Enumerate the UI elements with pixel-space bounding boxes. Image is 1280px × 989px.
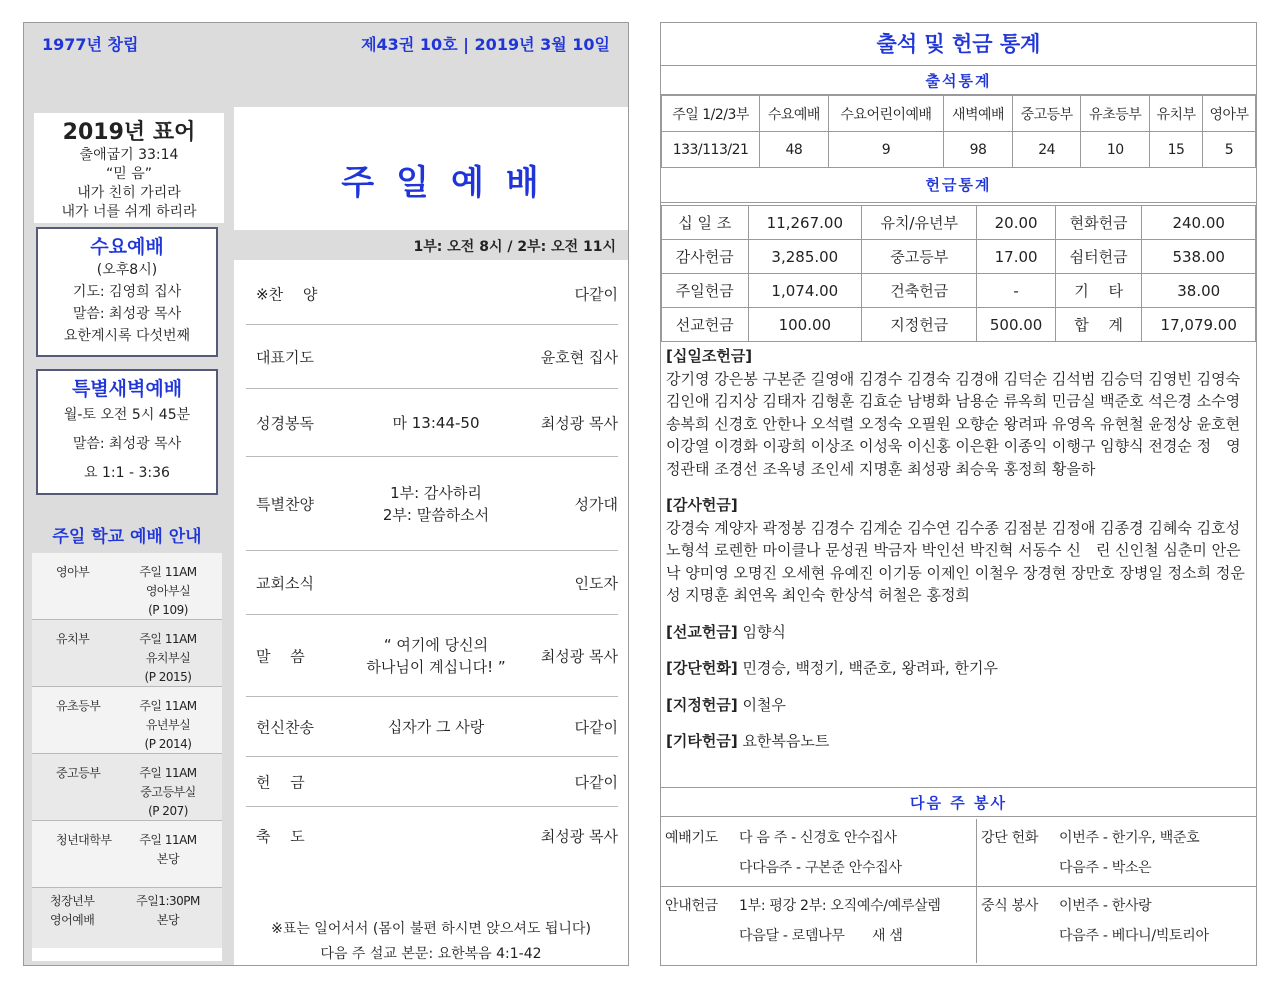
left-page bbox=[23, 22, 629, 966]
serve-line: 이번주 - 한사랑 bbox=[1059, 898, 1152, 914]
order-label: 성경봉독 bbox=[256, 414, 314, 432]
order-content bbox=[351, 634, 521, 678]
offering-label: 합 계 bbox=[1055, 308, 1142, 342]
wednesday-service-box bbox=[36, 227, 218, 357]
wednesday-sermon: 말씀: 최성광 목사 bbox=[72, 306, 182, 322]
dawn-title: 특별새벽예배 bbox=[71, 378, 183, 400]
sunday-school-list bbox=[32, 553, 222, 948]
serve-prayer bbox=[661, 819, 977, 887]
order-label: 축 도 bbox=[256, 827, 305, 846]
worship-section bbox=[234, 107, 628, 965]
school-time: 주일 11AM bbox=[139, 699, 197, 713]
donor-block-designated bbox=[666, 694, 1252, 717]
donor-names: 임향식 bbox=[737, 622, 786, 641]
school-time: 주일1:30PM bbox=[136, 894, 200, 908]
donor-heading: [지정헌금] bbox=[666, 695, 738, 714]
offering-amount: 20.00 bbox=[977, 206, 1056, 240]
school-place: 본당 bbox=[156, 913, 180, 927]
order-label: ※찬 양 bbox=[256, 285, 318, 303]
order-row bbox=[246, 615, 618, 697]
worship-times-bar bbox=[234, 230, 628, 260]
attendance-value: 5 bbox=[1202, 132, 1255, 168]
donor-heading: [강단헌화] bbox=[666, 659, 738, 677]
dawn-time: 월-토 오전 5시 45분 bbox=[63, 407, 191, 423]
motto-line-1: 내가 친히 가리라 bbox=[77, 185, 181, 201]
attendance-header: 유치부 bbox=[1150, 96, 1203, 132]
left-header bbox=[24, 23, 628, 107]
order-content: 십자가 그 사랑 bbox=[387, 717, 485, 736]
donor-block-flowers bbox=[666, 657, 1252, 680]
offering-label: 감사헌금 bbox=[662, 240, 749, 274]
offering-label: 유치/유년부 bbox=[862, 206, 977, 240]
school-info bbox=[128, 563, 208, 620]
school-time: 주일 11AM bbox=[139, 632, 197, 646]
serve-altar bbox=[977, 819, 1256, 887]
offering-amount: 100.00 bbox=[748, 308, 862, 342]
worship-footnote bbox=[234, 917, 628, 967]
serve-label: 안내헌금 bbox=[665, 898, 718, 914]
offering-amount: 1,074.00 bbox=[748, 274, 862, 308]
attendance-value: 10 bbox=[1081, 132, 1150, 168]
school-place: 유치부실 bbox=[145, 651, 191, 665]
attendance-header: 주일 1/2/3부 bbox=[662, 96, 760, 132]
school-info bbox=[128, 697, 208, 754]
attendance-value: 98 bbox=[944, 132, 1013, 168]
next-sermon-text: 다음 주 설교 본문: 요한복음 4:1-42 bbox=[320, 946, 542, 962]
next-service-grid bbox=[661, 819, 1256, 965]
order-content bbox=[351, 482, 521, 526]
school-row bbox=[32, 888, 222, 948]
attendance-header: 수요어린이예배 bbox=[828, 96, 944, 132]
order-row bbox=[246, 757, 618, 807]
attendance-value-row bbox=[662, 132, 1256, 168]
order-leader: 윤호현 집사 bbox=[540, 348, 618, 366]
serve-line: 이번주 - 한기우, 백준호 bbox=[1059, 830, 1200, 846]
serve-label: 예배기도 bbox=[665, 830, 718, 846]
offering-table bbox=[661, 205, 1256, 342]
serve-line: 1부: 평강 2부: 오직예수/예루살렘 bbox=[739, 898, 941, 914]
wednesday-time: (오후8시) bbox=[96, 262, 158, 278]
offering-label: 건축헌금 bbox=[862, 274, 977, 308]
issue-info: 제43권 10호 | 2019년 3월 10일 bbox=[361, 35, 610, 54]
wednesday-title: 수요예배 bbox=[90, 236, 164, 258]
donor-block-other bbox=[666, 730, 1252, 753]
next-service-title: 다음 주 봉사 bbox=[661, 787, 1256, 817]
offering-label: 선교헌금 bbox=[662, 308, 749, 342]
serve-line: 다음달 - 로뎀나무 새 샘 bbox=[739, 928, 903, 944]
order-label: 대표기도 bbox=[256, 348, 314, 366]
offering-label: 쉼터헌금 bbox=[1055, 240, 1142, 274]
serve-usher bbox=[661, 887, 977, 963]
attendance-value: 133/113/21 bbox=[662, 132, 760, 168]
stats-title: 출석 및 헌금 통계 bbox=[876, 32, 1041, 56]
order-leader: 성가대 bbox=[574, 495, 618, 513]
order-leader: 인도자 bbox=[574, 574, 618, 592]
order-content-line-1: 1부: 감사하리 bbox=[390, 483, 482, 502]
order-leader: 최성광 목사 bbox=[540, 414, 618, 432]
motto-theme: “믿 음” bbox=[105, 166, 152, 182]
school-row bbox=[32, 620, 222, 687]
offering-amount: 500.00 bbox=[977, 308, 1056, 342]
offering-label: 중고등부 bbox=[862, 240, 977, 274]
offering-amount: 17.00 bbox=[977, 240, 1056, 274]
attendance-header: 새벽예배 bbox=[944, 96, 1013, 132]
school-time: 주일 11AM bbox=[139, 565, 197, 579]
wednesday-prayer: 기도: 김영희 집사 bbox=[72, 284, 182, 300]
attendance-value: 15 bbox=[1150, 132, 1203, 168]
order-row bbox=[246, 325, 618, 389]
donor-names: 강경숙 계양자 곽정봉 김경수 김계순 김수연 김수종 김점분 김정애 김종경 김혜숙 김호성 노형석 로렌한 마이클나 문성권 박금자 박인선 박진혁 서동수 신 린 신인철 심춘미 안은낙 양미영 오명진 오세현 유예진 이기동 이제인 이철우 장경현 장만호 장병일 정소희 정운성 지명훈 최연옥 최인숙 한상석 허철은 홍정희 bbox=[666, 518, 1245, 604]
attendance-header: 중고등부 bbox=[1012, 96, 1081, 132]
order-label: 헌신찬송 bbox=[256, 718, 314, 736]
order-row bbox=[246, 389, 618, 457]
school-dept-line-2: 영어예배 bbox=[50, 913, 95, 927]
offering-label: 십 일 조 bbox=[662, 206, 749, 240]
school-dept bbox=[50, 892, 94, 930]
school-time: 주일 11AM bbox=[139, 766, 197, 780]
motto-title: 2019년 표어 bbox=[62, 120, 196, 145]
dawn-passage: 요 1:1 - 3:36 bbox=[84, 465, 170, 481]
attendance-value: 9 bbox=[828, 132, 944, 168]
donor-list bbox=[666, 345, 1252, 767]
school-row bbox=[32, 553, 222, 620]
donor-names: 요한복음노트 bbox=[737, 732, 830, 750]
school-room: (P 207) bbox=[148, 804, 188, 818]
left-column bbox=[24, 107, 234, 965]
offering-row bbox=[662, 206, 1256, 240]
order-content-line-1: “ 여기에 당신의 bbox=[383, 635, 489, 654]
attendance-header-row bbox=[662, 96, 1256, 132]
donor-block-thanks bbox=[666, 494, 1252, 607]
donor-block-mission bbox=[666, 621, 1252, 644]
serve-label: 강단 헌화 bbox=[981, 830, 1039, 846]
donor-names: 이철우 bbox=[737, 695, 786, 714]
dawn-sermon: 말씀: 최성광 목사 bbox=[72, 436, 182, 452]
donor-heading: [기타헌금] bbox=[666, 732, 738, 750]
school-place: 본당 bbox=[156, 852, 180, 866]
offering-amount: 17,079.00 bbox=[1142, 308, 1256, 342]
worship-title: 주일예배 bbox=[341, 163, 561, 203]
school-info bbox=[128, 892, 208, 930]
attendance-title: 출석통계 bbox=[661, 65, 1256, 95]
order-row bbox=[246, 263, 618, 325]
school-info bbox=[128, 630, 208, 687]
offering-row bbox=[662, 274, 1256, 308]
offering-row bbox=[662, 308, 1256, 342]
attendance-value: 48 bbox=[760, 132, 829, 168]
offering-amount: 38.00 bbox=[1142, 274, 1256, 308]
order-content-line-2: 하나님이 계십니다! ” bbox=[366, 657, 506, 676]
order-row bbox=[246, 551, 618, 615]
right-page bbox=[660, 22, 1257, 966]
motto-box bbox=[34, 113, 224, 223]
school-dept: 유치부 bbox=[56, 632, 90, 646]
serve-line: 다 음 주 - 신경호 안수집사 bbox=[739, 830, 897, 846]
order-leader: 최성광 목사 bbox=[540, 647, 618, 665]
founded-text: 1977년 창립 bbox=[42, 35, 139, 54]
serve-line: 다다음주 - 구본준 안수집사 bbox=[739, 860, 902, 876]
donor-block-tithe bbox=[666, 345, 1252, 480]
school-time: 주일 11AM bbox=[139, 833, 197, 847]
motto-verse: 출애굽기 33:14 bbox=[79, 147, 179, 163]
school-row bbox=[32, 754, 222, 821]
school-dept: 영아부 bbox=[56, 565, 90, 579]
school-place: 유년부실 bbox=[145, 718, 191, 732]
standing-note: ※표는 일어서서 (몸이 불편 하시면 앉으셔도 됩니다) bbox=[271, 921, 591, 937]
school-dept: 청년대학부 bbox=[56, 833, 112, 847]
offering-label: 현화헌금 bbox=[1055, 206, 1142, 240]
attendance-header: 수요예배 bbox=[760, 96, 829, 132]
offering-label: 기 타 bbox=[1055, 274, 1142, 308]
order-leader: 최성광 목사 bbox=[540, 827, 618, 846]
donor-heading: [감사헌금] bbox=[666, 496, 738, 514]
school-info bbox=[128, 764, 208, 821]
attendance-header: 영아부 bbox=[1202, 96, 1255, 132]
order-content-line-2: 2부: 말씀하소서 bbox=[382, 505, 490, 524]
offering-row bbox=[662, 240, 1256, 274]
wednesday-series: 요한계시록 다섯번째 bbox=[63, 328, 191, 344]
motto-line-2: 내가 너를 쉬게 하리라 bbox=[61, 204, 197, 220]
school-dept: 유초등부 bbox=[56, 699, 101, 713]
offering-amount: 3,285.00 bbox=[748, 240, 862, 274]
order-label: 특별찬양 bbox=[256, 495, 314, 513]
donor-names: 강기영 강은봉 구본준 길영애 김경수 김경숙 김경애 김덕순 김석범 김승덕 김영빈 김영숙 김인애 김지상 김태자 김형훈 김효순 남병화 남용순 류옥희 민금실 백준호 석은경 소수영 송복희 신경호 안한나 오석렬 오정숙 오필원 오향순 왕려파 유영옥 유현철 윤정상 윤호현 이강열 이경화 이광희 이상조 이성욱 이신홍 이은환 이종익 이행구 임향식 전경순 정 영 정관태 조경선 조옥녕 조인세 지명훈 최성광 최승욱 홍정희 황을하 bbox=[666, 369, 1241, 478]
school-room: (P 109) bbox=[148, 603, 188, 617]
attendance-table bbox=[661, 95, 1256, 168]
offering-title: 헌금통계 bbox=[661, 167, 1256, 203]
school-row bbox=[32, 821, 222, 888]
donor-names: 민경승, 백정기, 백준호, 왕려파, 한기우 bbox=[737, 659, 998, 677]
order-label: 헌 금 bbox=[256, 773, 305, 791]
sunday-school-box bbox=[32, 521, 222, 961]
school-place: 영아부실 bbox=[145, 584, 191, 598]
worship-order bbox=[246, 263, 618, 865]
donor-heading: [선교헌금] bbox=[666, 622, 738, 641]
offering-label: 주일헌금 bbox=[662, 274, 749, 308]
order-row bbox=[246, 807, 618, 865]
order-content: 마 13:44-50 bbox=[392, 413, 480, 432]
school-dept-line-1: 청장년부 bbox=[50, 894, 95, 908]
school-room: (P 2015) bbox=[144, 670, 192, 684]
order-label: 말 씀 bbox=[256, 647, 305, 665]
order-row bbox=[246, 697, 618, 757]
order-leader: 다같이 bbox=[574, 285, 618, 303]
dawn-service-box bbox=[36, 369, 218, 495]
serve-line: 다음주 - 박소은 bbox=[1059, 860, 1152, 876]
serve-line: 다음주 - 베다니/빅토리아 bbox=[1059, 928, 1209, 944]
school-info bbox=[128, 831, 208, 869]
serve-label: 중식 봉사 bbox=[981, 898, 1039, 914]
offering-amount: 11,267.00 bbox=[748, 206, 862, 240]
attendance-header: 유초등부 bbox=[1081, 96, 1150, 132]
serve-meal bbox=[977, 887, 1256, 963]
attendance-value: 24 bbox=[1012, 132, 1081, 168]
school-dept: 중고등부 bbox=[56, 766, 101, 780]
order-label: 교회소식 bbox=[256, 574, 314, 592]
offering-amount: - bbox=[977, 274, 1056, 308]
offering-amount: 240.00 bbox=[1142, 206, 1256, 240]
school-place: 중고등부실 bbox=[140, 785, 196, 799]
donor-heading: [십일조헌금] bbox=[666, 347, 753, 365]
offering-amount: 538.00 bbox=[1142, 240, 1256, 274]
offering-label: 지정헌금 bbox=[862, 308, 977, 342]
worship-times: 1부: 오전 8시 / 2부: 오전 11시 bbox=[413, 239, 616, 255]
order-leader: 다같이 bbox=[574, 773, 618, 791]
sunday-school-title: 주일 학교 예배 안내 bbox=[32, 521, 222, 553]
order-row bbox=[246, 457, 618, 551]
school-room: (P 2014) bbox=[144, 737, 192, 751]
order-leader: 다같이 bbox=[574, 718, 618, 736]
school-row bbox=[32, 687, 222, 754]
